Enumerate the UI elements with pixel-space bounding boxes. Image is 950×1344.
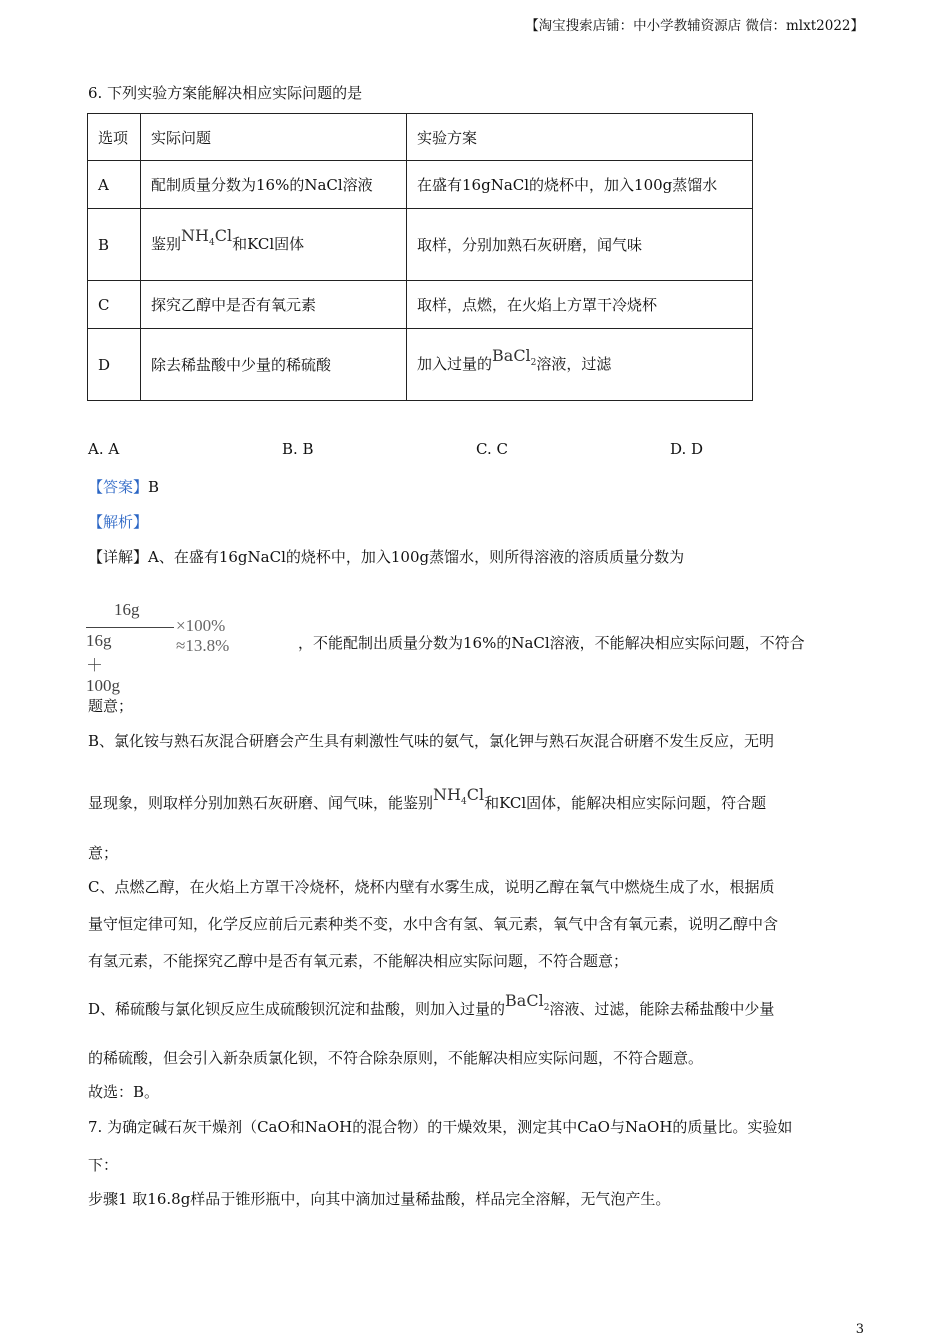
detail-b-line3: 意； <box>88 844 119 862</box>
detail-c-line2: 量守恒定律可知，化学反应前后元素种类不变，水中含有氢、氧元素，氧气中含有氧元素，说明乙醇中含 <box>88 915 779 933</box>
page-header: 【淘宝搜索店铺：中小学教辅资源店 微信：mlxt2022】 <box>525 18 864 34</box>
choice-a: A. A <box>88 440 120 458</box>
answer-label: 【答案】 <box>88 478 149 496</box>
header-problem: 实际问题 <box>141 114 407 161</box>
nh4cl-formula-2: $NH_4Cl$ <box>433 785 485 808</box>
choice-b: B. B <box>282 440 314 458</box>
analysis-label: 【解析】 <box>88 513 149 531</box>
table-row <box>88 161 753 209</box>
fraction-denominator: 16g＋100g <box>86 631 120 695</box>
row-d-plan-post: 溶液，过滤 <box>536 354 612 373</box>
row-d-plan <box>407 329 753 401</box>
choice-c: C. C <box>476 440 508 458</box>
row-a-plan: 在盛有16gNaCl的烧杯中，加入100g蒸馏水 <box>407 161 753 209</box>
detail-a-line2: ，不能配制出质量分数为16%的NaCl溶液，不能解决相应实际问题，不符合 <box>298 634 805 652</box>
table-row <box>88 329 753 401</box>
fraction-bar <box>86 627 174 628</box>
detail-d-line2: 的稀硫酸，但会引入新杂质氯化钡，不符合除杂原则，不能解决相应实际问题，不符合题意。 <box>88 1049 704 1067</box>
detail-d-line1: D、稀硫酸与氯化钡反应生成硫酸钡沉淀和盐酸，则加入过量的BaCl$_2$溶液、过滤，能除去稀盐酸中少量 <box>88 991 775 1018</box>
row-d-plan-pre: 加入过量的 <box>417 354 493 373</box>
row-b-problem-post: 和KCl固体 <box>232 234 305 253</box>
row-c-plan: 取样，点燃，在火焰上方罩干冷烧杯 <box>407 281 753 329</box>
row-a-problem: 配制质量分数为16%的NaCl溶液 <box>141 161 407 209</box>
fraction-numerator: 16g <box>114 600 140 619</box>
detail-c-line1: C、点燃乙醇，在火焰上方罩干冷烧杯，烧杯内壁有水雾生成，说明乙醇在氧气中燃烧生成了水，根据质 <box>88 878 775 896</box>
detail-b-line2: 显现象，则取样分别加熟石灰研磨、闻气味，能鉴别$NH_4Cl$和KCl固体，能解决相应实际问题，符合题 <box>88 785 767 812</box>
table-row <box>88 209 753 281</box>
options-table <box>87 113 753 401</box>
bacl2-formula-2: BaCl$_2$ <box>505 991 550 1014</box>
question-7-line2: 下： <box>88 1156 119 1174</box>
question-7-step1: 步骤1 取16.8g样品于锥形瓶中，向其中滴加过量稀盐酸，样品完全溶解，无气泡产生。 <box>88 1190 671 1208</box>
row-b-problem <box>141 209 407 281</box>
detail-a-line3: 题意； <box>88 697 134 715</box>
row-b-plan: 取样，分别加熟石灰研磨，闻气味 <box>407 209 753 281</box>
row-b-option: B <box>88 209 141 281</box>
table-header-row <box>88 114 753 161</box>
detail-label: 【详解】 <box>88 548 149 566</box>
answer-value: B <box>148 478 160 496</box>
header-plan: 实验方案 <box>407 114 753 161</box>
table-row <box>88 281 753 329</box>
detail-b-line1: B、氯化铵与熟石灰混合研磨会产生具有刺激性气味的氨气，氯化钾与熟石灰混合研磨不发生反应，无明 <box>88 732 775 750</box>
fraction-result: ×100% ≈13.8% <box>176 616 230 655</box>
page-number: 3 <box>855 1322 864 1337</box>
bacl2-formula: BaCl$_2$ <box>492 345 537 369</box>
header-option: 选项 <box>88 114 141 161</box>
row-d-problem: 除去稀盐酸中少量的稀硫酸 <box>141 329 407 401</box>
question-6-title: 6. 下列实验方案能解决相应实际问题的是 <box>88 84 363 102</box>
question-7-line1: 7. 为确定碱石灰干燥剂（CaO和NaOH的混合物）的干燥效果，测定其中CaO与NaOH的质量比。实验如 <box>88 1118 793 1136</box>
conclusion: 故选：B。 <box>88 1083 160 1101</box>
answer-line <box>88 476 159 497</box>
row-d-option: D <box>88 329 141 401</box>
choice-d: D. D <box>670 440 704 458</box>
row-a-option: A <box>88 161 141 209</box>
detail-a-line1: 【详解】A、在盛有16gNaCl的烧杯中，加入100g蒸馏水，则所得溶液的溶质质量分数为 <box>88 548 685 566</box>
detail-c-line3: 有氢元素，不能探究乙醇中是否有氧元素，不能解决相应实际问题，不符合题意； <box>88 952 629 970</box>
row-c-problem: 探究乙醇中是否有氧元素 <box>141 281 407 329</box>
row-c-option: C <box>88 281 141 329</box>
row-b-problem-pre: 鉴别 <box>151 234 182 253</box>
nh4cl-formula: $NH_4Cl$ <box>181 225 233 249</box>
